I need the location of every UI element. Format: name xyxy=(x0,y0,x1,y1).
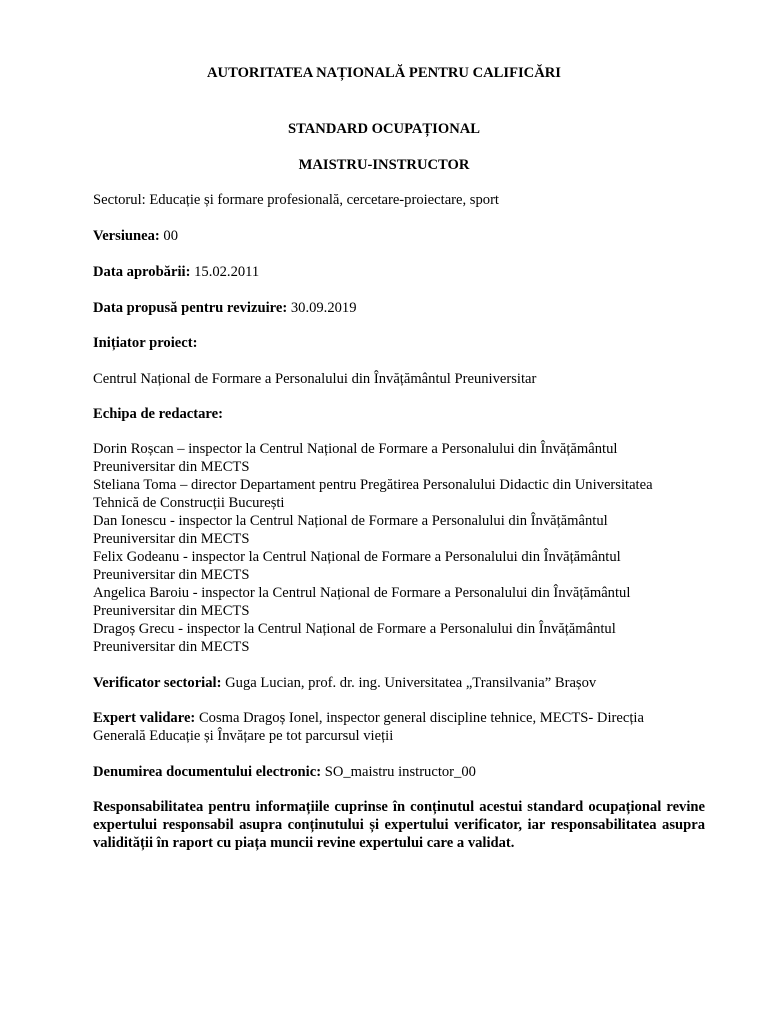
expert-line xyxy=(93,709,705,727)
occupation-title: MAISTRU-INSTRUCTOR xyxy=(298,157,470,173)
team-member xyxy=(93,548,705,584)
team-member-line1: Steliana Toma – director Departament pentru Pregătirea Personalului Didactic din Universitatea xyxy=(93,477,653,493)
team-member-line2: Preuniversitar din MECTS xyxy=(93,603,250,619)
electronic-document-label: Denumirea documentului electronic: xyxy=(93,764,322,780)
electronic-document-line xyxy=(93,763,705,781)
revision-date-label: Data propusă pentru revizuire: xyxy=(93,300,288,316)
verifier-label: Verificator sectorial: xyxy=(93,675,222,691)
version-value: 00 xyxy=(163,228,179,244)
team-member-line1: Angelica Baroiu - inspector la Centrul Național de Formare a Personalului din Învățământul xyxy=(93,585,631,601)
team-member xyxy=(93,440,705,476)
revision-date-line xyxy=(93,299,705,317)
team-member-line1: Dragoș Grecu - inspector la Centrul Național de Formare a Personalului din Învățământul xyxy=(93,621,616,637)
team-member-line2: Preuniversitar din MECTS xyxy=(93,567,250,583)
approval-date-line xyxy=(93,263,705,281)
team-list xyxy=(93,440,705,656)
team-member-line1: Dorin Roșcan – inspector la Centrul Național de Formare a Personalului din Învățământul xyxy=(93,441,618,457)
approval-date-label: Data aprobării: xyxy=(93,264,191,280)
team-member-line2: Preuniversitar din MECTS xyxy=(93,459,250,475)
team-member-line2: Preuniversitar din MECTS xyxy=(93,531,250,547)
expert-value-line2: Generală Educație și Învățare pe tot parcursul vieții xyxy=(93,728,394,744)
team-member xyxy=(93,512,705,548)
expert-value-line1: Cosma Dragoș Ionel, inspector general discipline tehnice, MECTS- Direcția xyxy=(198,710,644,726)
team-member xyxy=(93,476,705,512)
team-member-line1: Dan Ionescu - inspector la Centrul Național de Formare a Personalului din Învățământul xyxy=(93,513,608,529)
team-member-line2: Preuniversitar din MECTS xyxy=(93,639,250,655)
initiator-value: Centrul Național de Formare a Personalului din Învățământul Preuniversitar xyxy=(93,371,537,387)
sector-line: Sectorul: Educație și formare profesională, cercetare-proiectare, sport xyxy=(93,192,499,208)
expert-label: Expert validare: xyxy=(93,710,196,726)
initiator-label-text: Inițiator proiect: xyxy=(93,335,198,351)
revision-date-value: 30.09.2019 xyxy=(290,300,357,316)
initiator-label xyxy=(93,334,705,352)
authority-heading: AUTORITATEA NAȚIONALĂ PENTRU CALIFICĂRI xyxy=(207,65,561,81)
team-label-text: Echipa de redactare: xyxy=(93,406,223,422)
team-label xyxy=(93,405,705,423)
approval-date-value: 15.02.2011 xyxy=(194,264,260,280)
team-member xyxy=(93,584,705,620)
version-label: Versiunea: xyxy=(93,228,160,244)
verifier-value: Guga Lucian, prof. dr. ing. Universitatea „Transilvania” Brașov xyxy=(225,675,597,691)
electronic-document-value: SO_maistru instructor_00 xyxy=(324,764,476,780)
version-line xyxy=(93,227,705,245)
responsibility-paragraph: Responsabilitatea pentru informațiile cuprinse în conținutul acestui standard ocupațional revine expertului responsabil asupra conținutului și expertului verificator, iar responsabilitatea asupra validității în raport cu piața muncii revine expertului care a validat. xyxy=(93,799,705,851)
team-member-line1: Felix Godeanu - inspector la Centrul Național de Formare a Personalului din Învățământul xyxy=(93,549,621,565)
team-member-line2: Tehnică de Construcții București xyxy=(93,495,285,511)
team-member xyxy=(93,620,705,656)
document-type-heading: STANDARD OCUPAȚIONAL xyxy=(287,121,481,137)
verifier-line xyxy=(93,674,705,692)
